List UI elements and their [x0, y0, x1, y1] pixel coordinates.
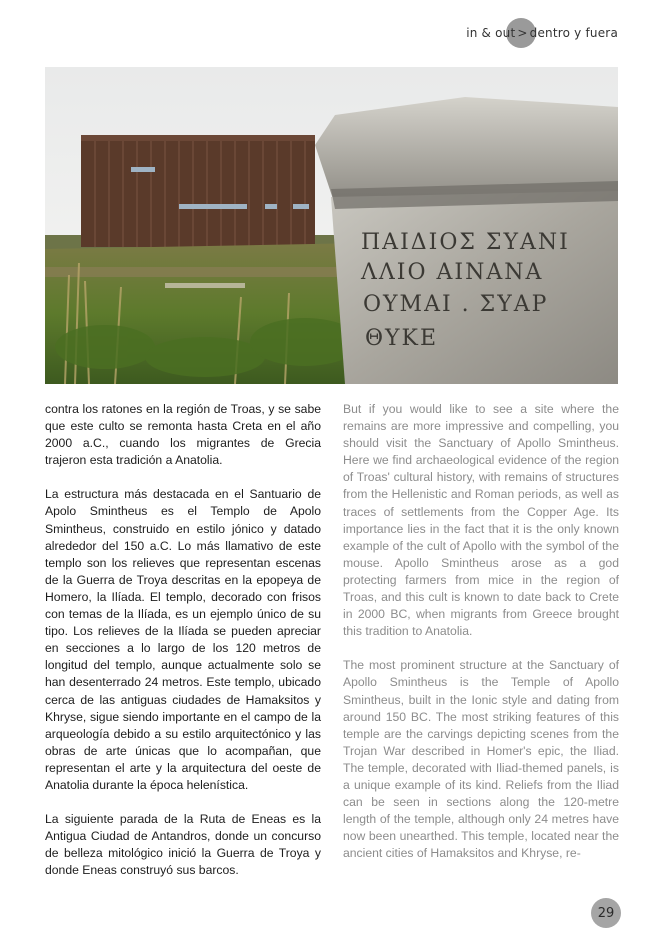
english-paragraph-1: But if you would like to see a site where the remains are more impressive and compelling, you should visit the Sanctuary of Apollo Smintheus. Here we find archaeological evidence of the region of Troas' cultural history, with remains of structures from the Hellenistic and Roman periods, as well as traces of settlements from the Copper Age. Its importance lies in the fact that it is the only known example of the cult of Apollo with the symbol of the mouse. Apollo Smintheus arose as a god protecting farmers from mice in the region of Troas, and this cult is known to date back to Crete in 2000 BC, when migrants from Greece brought this tradition to Anatolia.: [343, 402, 619, 639]
spanish-text-column: [45, 401, 321, 896]
section-header: [466, 18, 618, 48]
inscription-line-4: ΘΥΚΕ: [365, 326, 439, 351]
english-text-column: [343, 401, 619, 879]
inscription-line-1: ΠΑΙΔΙΟΣ ΣΥΑΝΙ: [361, 230, 570, 255]
inscription-line-2: ΛΛΙΟ ΑΙΝΑΝΑ: [361, 260, 544, 285]
inscription-line-3: ΟΥΜΑΙ . ΣΥΑΡ: [363, 292, 549, 317]
header-separator: >: [517, 26, 528, 40]
museum-and-inscription-photo: [45, 67, 618, 384]
header-dentro-fuera: dentro y fuera: [529, 26, 618, 40]
spanish-paragraph-3: La siguiente parada de la Ruta de Eneas es la Antigua Ciudad de Antandros, donde un concurso de belleza mitológico inició la Guerra de Troya y donde Eneas construyó sus barcos.: [45, 812, 321, 878]
page-number: 29: [591, 898, 621, 928]
spanish-paragraph-1: contra los ratones en la región de Troas, y se sabe que este culto se remonta hasta Creta en el año 2000 a.C., cuando los migrantes de Grecia trajeron esta tradición a Anatolia.: [45, 402, 321, 468]
header-in-out: in & out: [466, 26, 516, 40]
spanish-paragraph-2: La estructura más destacada en el Santuario de Apolo Smintheus es el Templo de Apolo Smintheus, construido en estilo jónico y datado alrededor del 150 a.C. Lo más llamativo de este templo son los relieves que representan escenas de la Guerra de Troya descritas en la epopeya de Homero, la Ilíada. El templo, decorado con frisos con temas de la Ilíada, es un ejemplo único de su tipo. Los relieves de la Ilíada se pueden apreciar en secciones a lo largo de los 120 metros de longitud del templo, aunque actualmente solo se han desenterrado 24 metros. Este templo, ubicado cerca de las antiguas ciudades de Hamaksitos y Khryse, sigue siendo importante en el campo de la arqueología debido a su estilo arquitectónico y las obras de arte únicas que lo acompañan, que representan el arte y la arquitectura del oeste de Anatolia durante la época helenística.: [45, 487, 321, 792]
english-paragraph-2: The most prominent structure at the Sanctuary of Apollo Smintheus is the Temple of Apollo Smintheus, built in the Ionic style and dating from around 150 BC. The most striking features of this temple are the carvings depicting scenes from the Trojan War described in Homer's epic, the Iliad. The temple, decorated with Iliad-themed panels, is a unique example of its kind. Reliefs from the Iliad can be seen in sections along the 120-metre length of the temple, although only 24 metres have now been unearthed. This temple, located near the ancient cities of Hamaksitos and Khryse, re-: [343, 658, 619, 861]
